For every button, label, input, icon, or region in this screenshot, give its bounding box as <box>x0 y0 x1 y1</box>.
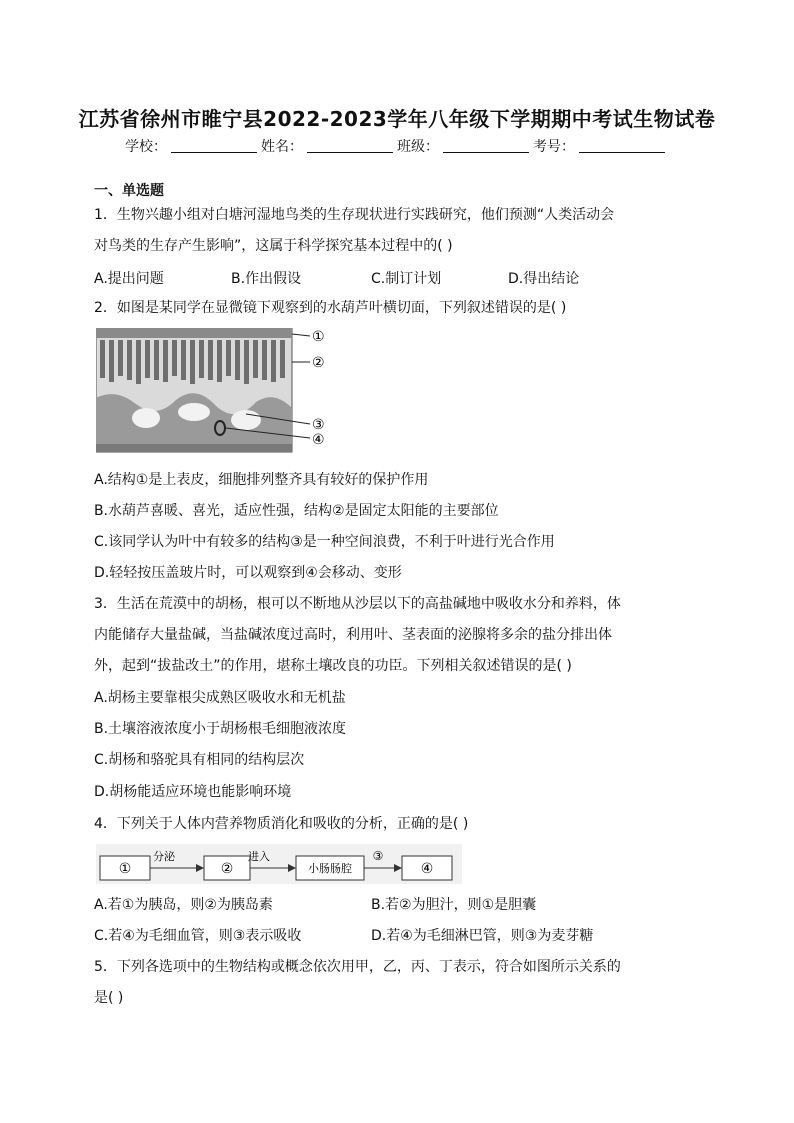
q1-option-b[interactable]: B.作出假设 <box>231 271 302 287</box>
section-heading: 一、单选题 <box>94 183 164 199</box>
q3-option-c[interactable]: C.胡杨和骆驼具有相同的结构层次 <box>94 752 305 768</box>
q3-option-d[interactable]: D.胡杨能适应环境也能影响环境 <box>94 784 292 800</box>
q2-stem: 2．如图是某同学在显微镜下观察到的水葫芦叶横切面，下列叙述错误的是( ) <box>94 300 567 316</box>
q1-option-a[interactable]: A.提出问题 <box>94 271 164 287</box>
page-title: 江苏省徐州市睢宁县2022-2023学年八年级下学期期中考试生物试卷 <box>78 107 716 131</box>
q3-option-b[interactable]: B.土壤溶液浓度小于胡杨根毛细胞液浓度 <box>94 721 347 737</box>
class-blank[interactable] <box>443 138 529 153</box>
q1-stem-line-2: 对鸟类的生存产生影响”，这属于科学探究基本过程中的( ) <box>94 238 453 254</box>
q2-option-b[interactable]: B.水葫芦喜暖、喜光，适应性强，结构②是固定太阳能的主要部位 <box>94 503 499 519</box>
flow-arrow-3-label: ③ <box>372 849 384 863</box>
figure-label-1: ① <box>312 329 325 345</box>
figure-label-4: ④ <box>312 432 325 448</box>
q3-stem-line-2: 内能储存大量盐碱，当盐碱浓度过高时，利用叶、茎表面的泌腺将多余的盐分排出体 <box>94 627 612 643</box>
q4-stem: 4．下列关于人体内营养物质消化和吸收的分析，正确的是( ) <box>94 816 469 832</box>
q1-option-c[interactable]: C.制订计划 <box>371 271 442 287</box>
school-blank[interactable] <box>171 138 257 153</box>
class-label: 班级： <box>397 139 439 155</box>
q3-option-a[interactable]: A.胡杨主要靠根尖成熟区吸收水和无机盐 <box>94 690 346 706</box>
q4-option-d[interactable]: D.若④为毛细淋巴管，则③为麦芽糖 <box>371 928 594 944</box>
q2-option-a[interactable]: A.结构①是上表皮，细胞排列整齐具有较好的保护作用 <box>94 472 429 488</box>
name-blank[interactable] <box>307 138 393 153</box>
flow-box-2: ② <box>220 861 234 877</box>
q2-option-d[interactable]: D.轻轻按压盖玻片时，可以观察到④会移动、变形 <box>94 565 402 581</box>
flow-box-1: ① <box>118 861 132 877</box>
q5-stem-line-2: 是( ) <box>94 990 124 1006</box>
digestion-flow-diagram <box>96 844 462 884</box>
name-label: 姓名： <box>261 139 303 155</box>
number-label: 考号： <box>533 139 575 155</box>
q4-option-a[interactable]: A.若①为胰岛，则②为胰岛素 <box>94 897 273 913</box>
flow-arrow-2-label: 进入 <box>248 850 270 863</box>
school-label: 学校： <box>125 139 167 155</box>
figure-label-3: ③ <box>312 417 325 433</box>
q2-option-c[interactable]: C.该同学认为叶中有较多的结构③是一种空间浪费，不利于叶进行光合作用 <box>94 534 555 550</box>
figure-label-2: ② <box>312 355 325 371</box>
student-info-fields <box>0 136 794 156</box>
q1-option-d[interactable]: D.得出结论 <box>508 271 580 287</box>
flow-arrow-1-label: 分泌 <box>153 850 175 863</box>
flow-box-4: ④ <box>420 861 434 877</box>
q3-stem-line-3: 外，起到“拔盐改土”的作用，堪称土壤改良的功臣。下列相关叙述错误的是( ) <box>94 658 572 674</box>
q5-stem-line-1: 5．下列各选项中的生物结构或概念依次用甲，乙，丙、丁表示，符合如图所示关系的 <box>94 959 621 975</box>
number-blank[interactable] <box>579 138 665 153</box>
q3-stem-line-1: 3．生活在荒漠中的胡杨，根可以不断地从沙层以下的高盐碱地中吸收水分和养料，体 <box>94 596 621 612</box>
q1-stem-line-1: 1．生物兴趣小组对白塘河湿地鸟类的生存现状进行实践研究，他们预测“人类活动会 <box>94 207 615 223</box>
leaf-cross-section-figure <box>96 328 336 454</box>
flow-box-3: 小肠肠腔 <box>308 862 352 875</box>
q4-option-b[interactable]: B.若②为胆汁，则①是胆囊 <box>371 897 537 913</box>
q4-option-c[interactable]: C.若④为毛细血管，则③表示吸收 <box>94 928 302 944</box>
